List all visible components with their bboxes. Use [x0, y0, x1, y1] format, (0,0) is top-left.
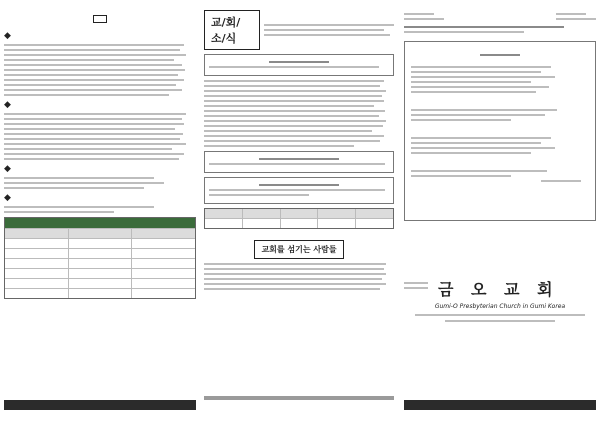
- announcements: [204, 80, 394, 147]
- section-title: ◆: [4, 31, 11, 41]
- mission-table: [4, 217, 196, 299]
- left-panel: [4, 8, 196, 410]
- right-footer-strip: [404, 400, 596, 410]
- worship-table: [204, 208, 394, 229]
- section-title: ◆: [4, 164, 11, 174]
- service-people-list: [204, 263, 394, 290]
- quote-box: [404, 41, 596, 221]
- notice-box: [204, 54, 394, 76]
- section-block: [4, 193, 196, 213]
- left-footer-strip: [4, 400, 196, 410]
- section-title: ◆: [4, 193, 11, 203]
- church-english-name: Gumi-O Presbyterian Church in Gumi Korea: [434, 303, 566, 310]
- section-block: [4, 164, 196, 189]
- section-title: ◆: [4, 100, 11, 110]
- right-panel: [404, 8, 596, 410]
- middle-panel-title: 교/회/소/식: [204, 10, 260, 50]
- weekly-verse-box: [204, 177, 394, 204]
- left-panel-title: [93, 15, 107, 23]
- section-block: [4, 31, 196, 96]
- church-name: 금 오 교 회: [438, 280, 559, 299]
- section-block: [4, 100, 196, 160]
- service-people-title: 교회를 섬기는 사람들: [254, 240, 343, 259]
- middle-panel: [204, 8, 394, 410]
- table-header: [5, 218, 195, 229]
- table-column-headers: [5, 229, 195, 239]
- schedule-box: [204, 151, 394, 173]
